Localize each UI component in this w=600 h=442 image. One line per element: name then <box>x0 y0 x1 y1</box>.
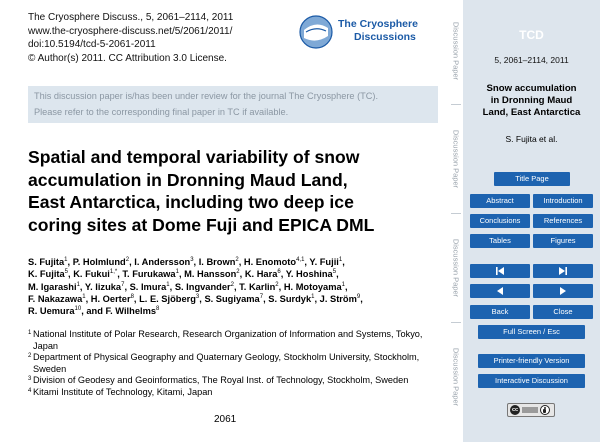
affiliation-text: Kitami Institute of Technology, Kitami, Japan <box>33 386 213 397</box>
attribution-icon <box>540 405 550 415</box>
abstract-button[interactable]: Abstract <box>470 194 530 208</box>
introduction-button[interactable]: Introduction <box>533 194 593 208</box>
affiliation-item <box>28 352 444 375</box>
affiliation-text: Division of Geodesy and Geoinformatics, The Royal Inst. of Technology, Stockholm, Sweden <box>33 375 409 386</box>
affiliation-text: Department of Physical Geography and Quaternary Geology, Stockholm University, Stockholm, Sweden <box>33 352 420 374</box>
strip-divider <box>451 322 461 323</box>
affiliation-item <box>28 329 444 352</box>
strip-divider <box>451 213 461 214</box>
author-name: Y. Hoshina$^5$ <box>285 269 337 280</box>
author-name: Y. Fujii$^1$ <box>309 256 343 267</box>
citation-url[interactable]: www.the-cryosphere-discuss.net/5/2061/2011/ <box>28 25 233 37</box>
strip-label: Discussion Paper <box>451 238 461 298</box>
paper-title <box>28 146 438 236</box>
badge-bar <box>522 407 538 413</box>
affiliation-number: 3 <box>28 376 32 383</box>
affiliation-list <box>28 329 444 399</box>
next-page-button[interactable] <box>533 284 593 298</box>
author-name: I. Brown$^2$ <box>198 256 239 267</box>
journal-meta: 5, 2061–2114, 2011 <box>494 55 569 65</box>
notice-line-2: Please refer to the corresponding final paper in TC if available. <box>34 106 289 117</box>
author-name: P. Holmlund$^2$ <box>72 256 130 267</box>
author-name: K. Fujita$^5$ <box>28 269 69 280</box>
skip-first-icon <box>495 267 505 275</box>
interactive-discussion-button[interactable]: Interactive Discussion <box>478 374 585 388</box>
review-notice <box>28 86 438 123</box>
logo-line-1: The Cryosphere <box>338 18 418 30</box>
strip-divider <box>451 104 461 105</box>
cc-license-badge[interactable] <box>507 403 555 417</box>
affiliation-number: 2 <box>28 353 32 360</box>
author-name: S. Imura$^1$ <box>129 281 170 292</box>
short-authors: S. Fujita et al. <box>505 134 558 144</box>
logo-line-2: Discussions <box>354 31 416 43</box>
author-name: Y. Iizuka$^7$ <box>84 281 125 292</box>
close-button[interactable]: Close <box>533 305 593 319</box>
author-name: F. Wilhelms$^8$ <box>105 306 160 317</box>
title-page-button[interactable]: Title Page <box>494 172 570 186</box>
last-page-button[interactable] <box>533 264 593 278</box>
affiliation-text: National Institute of Polar Research, Research Organization of Information and Systems, Tokyo, Japan <box>33 329 423 351</box>
author-name: K. Hara$^6$ <box>244 269 281 280</box>
back-button[interactable]: Back <box>470 305 530 319</box>
strip-label: Discussion Paper <box>451 347 461 407</box>
author-name: S. Surdyk$^1$ <box>268 293 315 304</box>
author-name: T. Karlin$^2$ <box>239 281 279 292</box>
figures-button[interactable]: Figures <box>533 234 593 248</box>
journal-logo <box>298 14 426 54</box>
previous-page-button[interactable] <box>470 284 530 298</box>
logo-wordmark <box>338 18 418 44</box>
author-name: H. Motoyama$^1$ <box>283 281 346 292</box>
author-name: S. Sugiyama$^7$ <box>204 293 264 304</box>
navigation-panel <box>463 0 600 442</box>
first-page-button[interactable] <box>470 264 530 278</box>
notice-line-1: This discussion paper is/has been under review for the journal The Cryosphere (TC). <box>34 91 379 101</box>
author-name: H. Oerter$^8$ <box>90 293 134 304</box>
author-name: S. Ingvander$^2$ <box>174 281 234 292</box>
author-name: J. Ström$^9$ <box>319 293 361 304</box>
affiliation-item <box>28 375 444 387</box>
discussion-paper-strip <box>449 0 463 442</box>
author-name: H. Enomoto$^{4,1}$ <box>243 256 305 267</box>
author-name: M. Igarashi$^1$ <box>28 281 80 292</box>
title-line-4: coring sites at Dome Fuji and EPICA DML <box>28 214 375 235</box>
full-screen-button[interactable]: Full Screen / Esc <box>478 325 585 339</box>
author-name: F. Nakazawa$^1$ <box>28 293 86 304</box>
references-button[interactable]: References <box>533 214 593 228</box>
page-number: 2061 <box>214 414 237 425</box>
citation-license: © Author(s) 2011. CC Attribution 3.0 License. <box>28 52 227 64</box>
strip-label: Discussion Paper <box>451 129 461 189</box>
prev-icon <box>497 287 503 295</box>
printer-friendly-button[interactable]: Printer-friendly Version <box>478 354 585 368</box>
author-list: S. Fujita$^1$, P. Holmlund$^2$, I. Andersson$^3$, I. Brown$^2$, H. Enomoto$^{4,1}$, Y. Fujii$^1$, K. Fujita$^5$, K. Fukui$^{1,*}$, T. Furukawa$^1$, M. Hansson$^2$, K. Hara$^6$, Y. Hoshina$^5$, M. Igarashi$^1$, Y. Iizuka$^7$, S. Imura$^1$, S. Ingvander$^2$, T. Karlin$^2$, H. Motoyama$^1$, F. Nakazawa$^1$, H. Oerter$^8$, L. E. Sjöberg$^3$, S. Sugiyama$^7$, S. Surdyk$^1$, J. Ström$^9$, R. Uemura$^{10}$, and F. Wilhelms$^8$ <box>28 256 363 317</box>
tables-button[interactable]: Tables <box>470 234 530 248</box>
next-icon <box>560 287 566 295</box>
author-name: M. Hansson$^2$ <box>184 269 240 280</box>
author-name: S. Fujita$^1$ <box>28 256 68 267</box>
author-name: R. Uemura$^{10}$ <box>28 306 82 317</box>
short-title: Snow accumulation in Dronning Maud Land, East Antarctica <box>482 83 581 118</box>
author-name: T. Furukawa$^1$ <box>122 269 179 280</box>
author-name: K. Fukui$^{1,*}$ <box>73 269 118 280</box>
author-name: I. Andersson$^3$ <box>134 256 194 267</box>
affiliation-item <box>28 387 444 399</box>
citation-block <box>28 11 233 65</box>
title-line-3: East Antarctica, including two deep ice <box>28 192 354 213</box>
title-line-1: Spatial and temporal variability of snow <box>28 147 360 167</box>
author-name: L. E. Sjöberg$^3$ <box>139 293 200 304</box>
journal-abbrev: TCD <box>519 28 544 42</box>
globe-logo-icon <box>298 14 334 50</box>
strip-label: Discussion Paper <box>451 21 461 81</box>
affiliation-number: 4 <box>28 387 32 394</box>
citation-journal: The Cryosphere Discuss., 5, 2061–2114, 2011 <box>28 12 234 23</box>
cc-icon: cc <box>511 407 519 413</box>
skip-last-icon <box>558 267 568 275</box>
conclusions-button[interactable]: Conclusions <box>470 214 530 228</box>
affiliation-number: 1 <box>28 330 32 336</box>
title-line-2: accumulation in Dronning Maud Land, <box>28 169 348 190</box>
citation-doi: doi:10.5194/tcd-5-2061-2011 <box>28 39 156 51</box>
